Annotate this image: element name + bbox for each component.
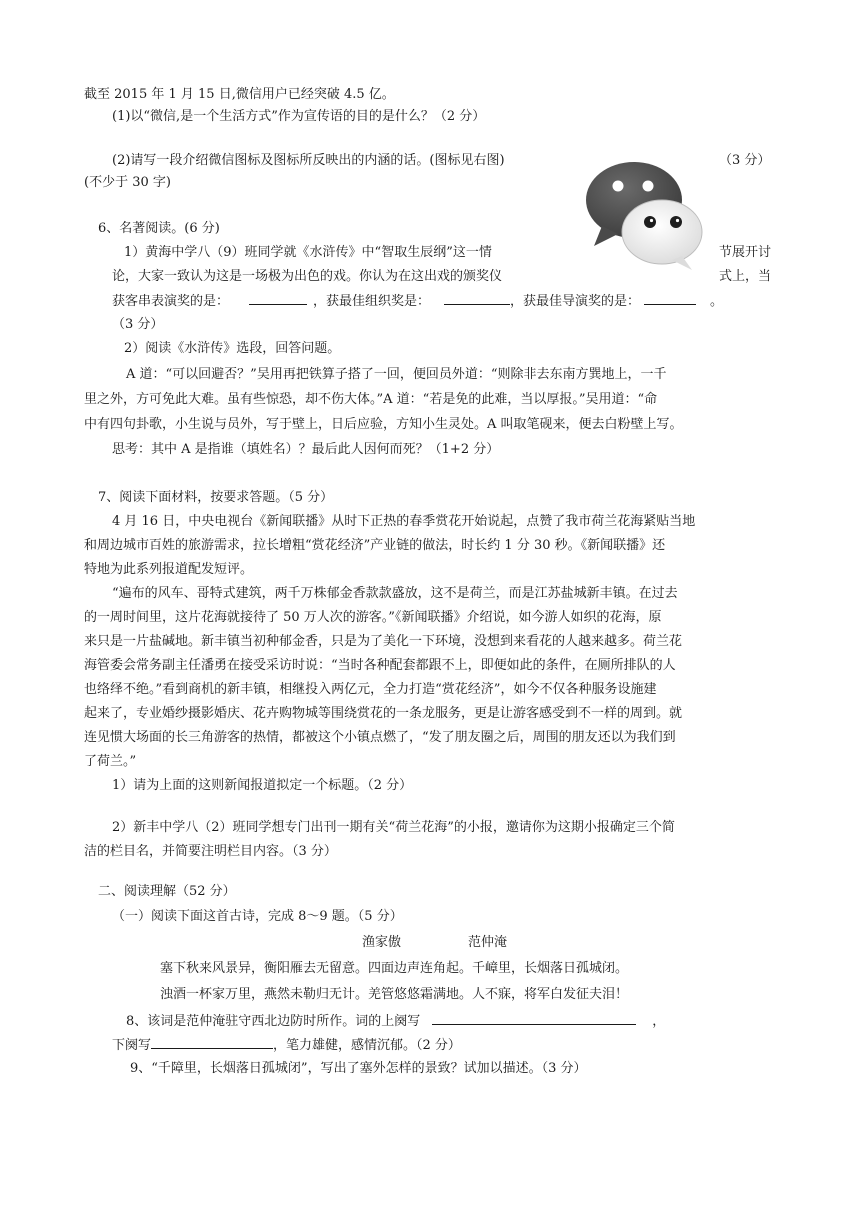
q7-passage-line: “遍布的风车、哥特式建筑，两千万株郁金香款款盛放，这不是荷兰，而是江苏盐城新丰镇。在过去 [112, 586, 678, 601]
award-cameo-label: 获客串表演奖的是： [112, 294, 230, 309]
poem-title: 渔家傲 [362, 935, 402, 950]
q7-passage-line: 和周边城市百姓的旅游需求，拉长增粗“赏花经济”产业链的做法，时长约 1 分 30 秒。《新闻联播》还 [84, 538, 666, 553]
poem-line: 浊酒一杯家万里，燕然未勒归无计。羌管悠悠霜满地。人不寐，将军白发征夫泪！ [160, 987, 629, 1002]
q7-passage-line: 4 月 16 日，中央电视台《新闻联播》从时下正热的春季赏花开始说起，点赞了我市荷兰花海紧贴当地 [112, 514, 696, 529]
q5-sub2-score: （3 分） [719, 153, 771, 168]
q7-passage-line: 连见惯大场面的长三角游客的热情，都被这个小镇点燃了，“发了朋友圈之后，周围的朋友还以为我们到 [84, 730, 676, 745]
award-organizer-blank[interactable] [444, 292, 510, 305]
q8-tail: ，笔力雄健，感情沉郁。（2 分） [273, 1038, 461, 1053]
award-organizer-label: ，获最佳组织奖是： [313, 294, 431, 309]
q6-passage-line: A 道：“可以回避否？”吴用再把铁算子搭了一回，便回员外道：“则除非去东南方巽地上，一千 [126, 367, 667, 382]
q7-passage-line: 的一周时间里，这片花海就接待了 50 万人次的游客。”《新闻联播》介绍说，如今游人如织的花海，原 [84, 610, 662, 625]
section2-part1: （一）阅读下面这首古诗，完成 8～9 题。（5 分） [112, 909, 403, 924]
wechat-logo-icon [584, 160, 708, 270]
q5-sub1: (1)以“微信,是一个生活方式”作为宣传语的目的是什么？（2 分） [112, 109, 486, 124]
q8-prompt: 8、该词是范仲淹驻守西北边防时所作。词的上阕写 [126, 1014, 421, 1029]
q8-blank-upper[interactable] [432, 1012, 636, 1025]
q7-passage-line: 也络绎不绝。”看到商机的新丰镇，相继投入两亿元，全力打造“赏花经济”，如今不仅各种服务设施建 [84, 682, 657, 697]
poem-line: 塞下秋来风景异，衡阳雁去无留意。四面边声连角起。千嶂里，长烟落日孤城闭。 [160, 961, 629, 976]
q7-sub1: 1）请为上面的这则新闻报道拟定一个标题。（2 分） [112, 778, 413, 793]
q6-passage-line: 中有四句卦歌，小生说与员外，写于壁上，日后应验，方知小生灵处。A 叫取笔砚来，便去白粉壁上写。 [84, 417, 683, 432]
q5-intro: 截至 2015 年 1 月 15 日,微信用户已经突破 4.5 亿。 [84, 87, 395, 102]
award-end-mark: 。 [710, 294, 724, 309]
q7-passage-line: 了荷兰。” [84, 754, 137, 769]
q6-sub1-line3 [112, 292, 723, 311]
q8-line1 [126, 1012, 665, 1031]
award-director-label: ，获最佳导演奖的是： [510, 294, 641, 309]
q9: 9、“千障里，长烟落日孤城闭”，写出了塞外怎样的景致？试加以描述。（3 分） [130, 1061, 587, 1076]
q7-sub2-line1: 2）新丰中学八（2）班同学想专门出刊一期有关“荷兰花海”的小报，邀请你为这期小报确定三个简 [112, 820, 675, 835]
q6-sub1-line1: 1）黄海中学八（9）班同学就《水浒传》中“智取生辰纲”这一情 [124, 245, 492, 260]
section2-title: 二、阅读理解（52 分） [98, 884, 236, 899]
q6-sub1-line2: 论，大家一致认为这是一场极为出色的戏。你认为在这出戏的颁奖仪 [112, 269, 503, 284]
q6-sub1-score: （3 分） [112, 317, 164, 332]
q7-passage-line: 起来了，专业婚纱摄影婚庆、花卉购物城等围绕赏花的一条龙服务，更是让游客感受到不一样的周到。就 [84, 706, 683, 721]
q5-sub2-text: (2)请写一段介绍微信图标及图标所反映出的内涵的话。(图标见右图) [112, 153, 505, 168]
poem-author: 范仲淹 [468, 935, 508, 950]
q6-passage-line: 里之外，方可免此大难。虽有些惊恐，却不伤大体。”A 道：“若是免的此难，当以厚报。”吴用道：“命 [84, 392, 658, 407]
award-cameo-blank[interactable] [249, 292, 307, 305]
q6-title: 6、名著阅读。(6 分) [98, 221, 220, 236]
q6-think: 思考：其中 A 是指谁（填姓名）？最后此人因何而死？（1+2 分） [112, 442, 500, 457]
q7-sub2-line2: 洁的栏目名，并简要注明栏目内容。（3 分） [84, 844, 337, 859]
q7-passage-line: 来只是一片盐碱地。新丰镇当初种郁金香，只是为了美化一下环境，没想到来看花的人越来越多。荷兰花 [84, 634, 683, 649]
q8-comma: ， [652, 1014, 666, 1029]
q8-blank-lower[interactable] [151, 1036, 273, 1049]
q7-title: 7、阅读下面材料，按要求答题。（5 分） [98, 490, 334, 505]
q8-line2 [112, 1036, 461, 1055]
q7-passage-line: 特地为此系列报道配发短评。 [84, 562, 254, 577]
award-director-blank[interactable] [644, 292, 696, 305]
q6-sub2: 2）阅读《水浒传》选段，回答问题。 [124, 341, 341, 356]
q6-sub1-line1-end: 节展开讨 [719, 245, 772, 260]
q6-sub1-line2-end: 式上，当 [719, 269, 772, 284]
q7-passage-line: 海管委会常务副主任潘勇在接受采访时说：“当时各种配套都跟不上，即便如此的条件，在厕所排队的人 [84, 658, 676, 673]
q5-sub2-note: (不少于 30 字) [84, 175, 171, 190]
q8-lower-label: 下阕写 [112, 1038, 152, 1053]
